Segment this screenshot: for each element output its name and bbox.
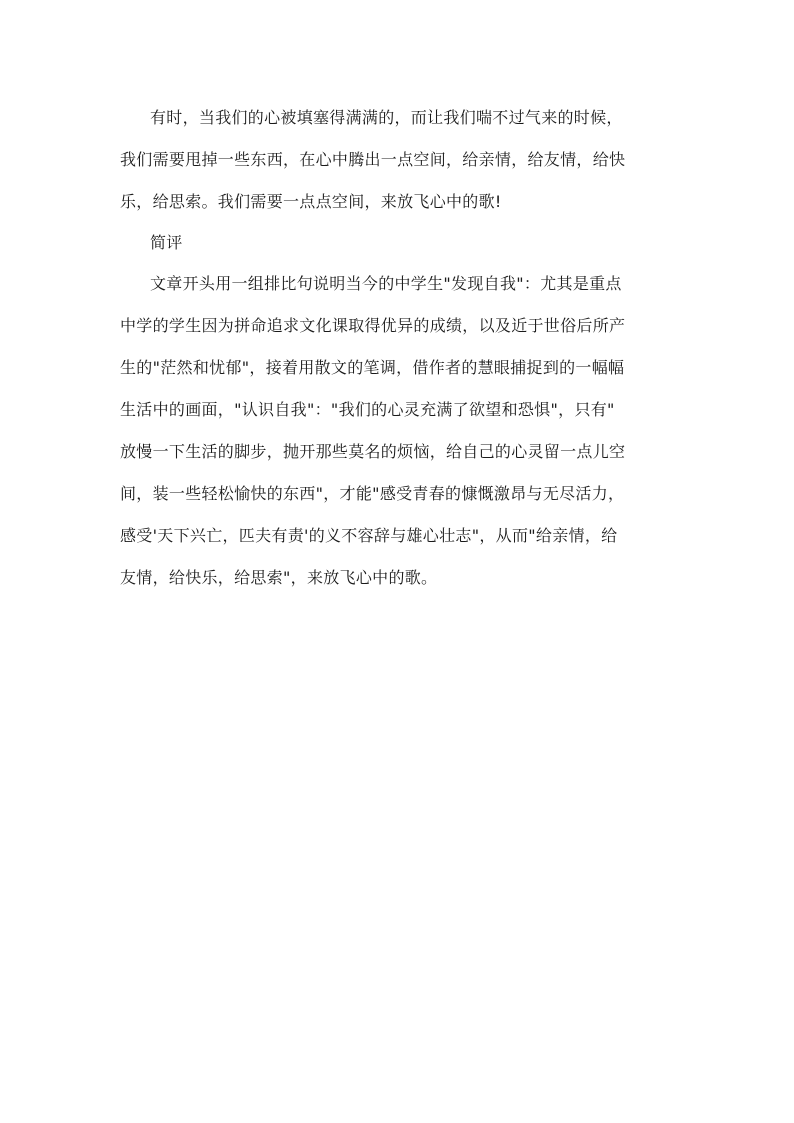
paragraph-1-line-3: 乐，给思索。我们需要一点点空间，来放飞心中的歌! — [120, 192, 502, 211]
paragraph-2-line-2: 中学的学生因为拼命追求文化课取得优异的成绩，以及近于世俗后所产 — [120, 316, 626, 335]
paragraph-1-line-2: 我们需要甩掉一些东西，在心中腾出一点空间，给亲情，给友情，给快 — [120, 150, 626, 169]
paragraph-2-line-7: 感受'天下兴亡，匹夫有责'的义不容辞与雄心壮志"，从而"给亲情，给 — [120, 526, 618, 545]
paragraph-2-line-6: 间，装一些轻松愉快的东西"，才能"感受青春的慷慨激昂与无尽活力， — [120, 484, 625, 503]
paragraph-1-line-1: 有时，当我们的心被填塞得满满的，而让我们喘不过气来的时候， — [150, 108, 623, 127]
paragraph-2-line-3: 生的"茫然和忧郁"，接着用散文的笔调，借作者的慧眼捕捉到的一幅幅 — [120, 358, 625, 377]
paragraph-2-line-4: 生活中的画面，"认识自我"："我们的心灵充满了欲望和恐惧"，只有" — [120, 400, 615, 419]
paragraph-2-line-8: 友情，给快乐，给思索"，来放飞心中的歌。 — [120, 568, 438, 587]
review-heading: 简评 — [150, 233, 183, 252]
paragraph-2-line-1: 文章开头用一组排比句说明当今的中学生"发现自我"：尤其是重点 — [150, 274, 622, 293]
paragraph-2-line-5: 放慢一下生活的脚步，抛开那些莫名的烦恼，给自己的心灵留一点儿空 — [120, 442, 626, 461]
